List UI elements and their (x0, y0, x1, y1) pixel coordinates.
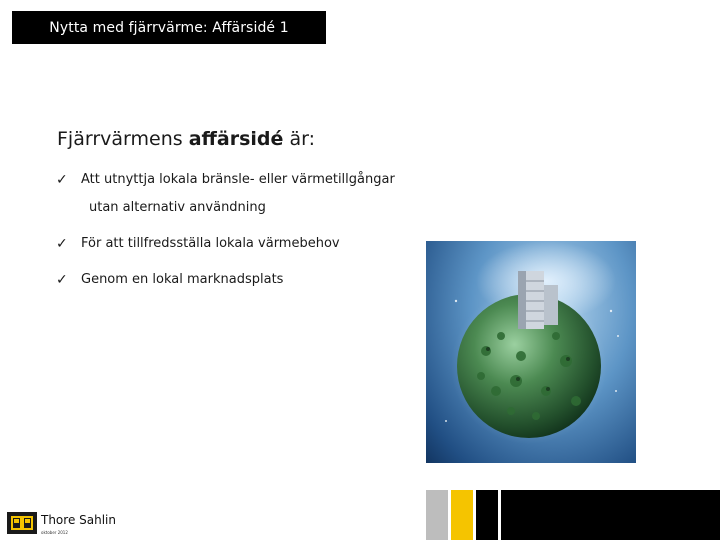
presentation-date: oktober 2012 (41, 530, 68, 535)
slide-heading (57, 128, 315, 150)
planet-image (426, 241, 636, 463)
slide-title-text: Nytta med fjärrvärme: Affärsidé 1 (49, 19, 289, 36)
bullet-text-1: Att utnyttja lokala bränsle- eller värmetillgångar (81, 172, 395, 187)
company-logo (7, 512, 37, 534)
heading-text-2: är: (283, 128, 315, 150)
bullet-item-1 (56, 172, 395, 188)
heading-text-bold: affärsidé (188, 128, 284, 150)
decorative-bar-black-large (501, 490, 720, 540)
bullet-item-2 (56, 236, 340, 252)
check-icon: ✓ (56, 272, 68, 288)
check-icon: ✓ (56, 172, 68, 188)
decorative-bar-black-small (476, 490, 498, 540)
bullet-text-2: För att tillfredsställa lokala värmebehov (81, 236, 340, 251)
bullet-text-3: Genom en lokal marknadsplats (81, 272, 284, 287)
bullet-item-3 (56, 272, 283, 288)
decorative-bar-gray (426, 490, 448, 540)
heading-text-1: Fjärrvärmens (57, 128, 189, 150)
slide-title (12, 11, 326, 44)
bullet-text-1-continuation: utan alternativ användning (89, 200, 266, 215)
check-icon: ✓ (56, 236, 68, 252)
author-name: Thore Sahlin (41, 513, 116, 527)
decorative-bar-yellow (451, 490, 473, 540)
